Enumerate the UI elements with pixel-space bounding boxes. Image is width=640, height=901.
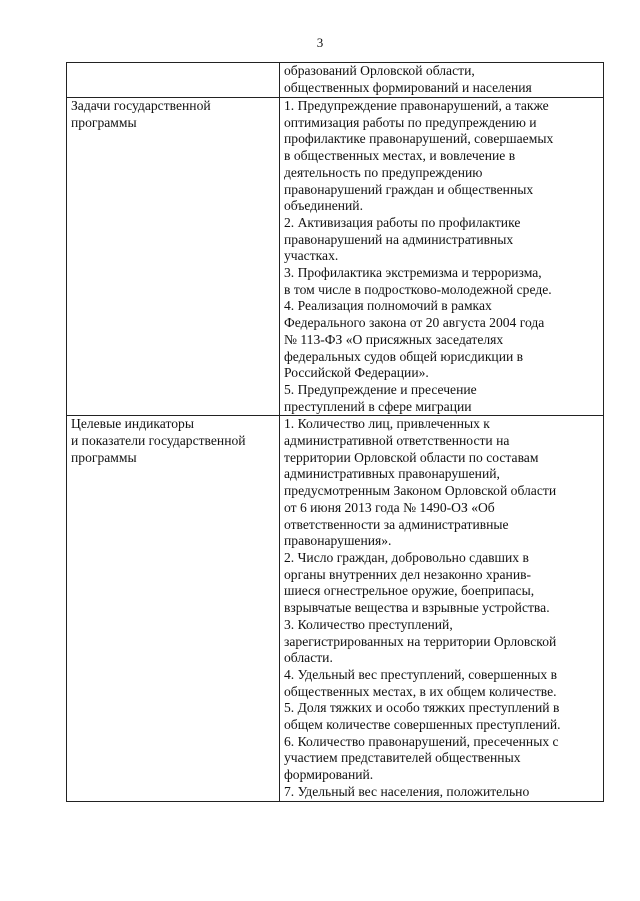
row-label-line: программы [71,449,137,465]
text-line: органы внутренних дел незаконно хранив- [284,566,532,582]
text-line: зарегистрированных на территории Орловской [284,633,557,649]
text-line: участках. [284,248,339,264]
text-line: правонарушений граждан и общественных [284,181,534,197]
text-line: правонарушения». [284,533,392,549]
row-label-line: программы [71,114,137,130]
table-row-tasks [67,98,604,416]
text-line: оптимизация работы по предупреждению и [284,114,537,130]
text-line: 5. Предупреждение и пресечение [284,381,477,397]
text-line: 7. Удельный вес населения, положительно [284,783,530,799]
text-line: 2. Число граждан, добровольно сдавших в [284,549,529,565]
text-line: административных правонарушений, [284,466,500,482]
row-label-line: и показатели государственной [71,433,246,449]
text-line: 6. Количество правонарушений, пресеченных с [284,733,559,749]
text-line: взрывчатые вещества и взрывные устройства. [284,600,550,616]
text-line: 2. Активизация работы по профилактике [284,214,521,230]
text-line: предусмотренным Законом Орловской области [284,483,557,499]
text-line: ответственности за административные [284,516,509,532]
row-label-cell [67,63,280,98]
row-label-cell [67,98,280,416]
text-line: 1. Предупреждение правонарушений, а также [284,98,549,113]
page-number: 3 [316,35,324,50]
text-line: в том числе в подростково-молодежной среде. [284,281,552,297]
text-line: деятельность по предупреждению [284,164,483,180]
row-label-cell [67,416,280,801]
table-row-indicators [67,416,604,801]
text-line: от 6 июня 2013 года № 1490-ОЗ «Об [284,499,495,515]
text-line: области. [284,650,333,666]
text-line: 4. Удельный вес преступлений, совершенных в [284,666,558,682]
text-line: 3. Количество преступлений, [284,616,453,632]
text-line: формирований. [284,767,374,783]
text-line: в общественных местах, и вовлечение в [284,148,516,164]
text-line: 3. Профилактика экстремизма и терроризма, [284,265,542,281]
row-label-line: Целевые индикаторы [71,416,194,432]
text-line: правонарушений на административных [284,231,514,247]
text-line: федеральных судов общей юрисдикции в [284,348,524,364]
text-line: 4. Реализация полномочий в рамках [284,298,492,314]
text-line: общественных местах, в их общем количестве. [284,683,557,699]
table-row-continuation [67,63,604,98]
text-line: образований Орловской области, [284,63,475,78]
text-line: территории Орловской области по составам [284,449,539,465]
text-line: № 113-ФЗ «О присяжных заседателях [284,331,504,347]
text-line: профилактике правонарушений, совершаемых [284,131,554,147]
text-line: административной ответственности на [284,433,510,449]
row-content-cell [280,63,604,98]
text-line: Федерального закона от 20 августа 2004 года [284,315,545,331]
row-content-cell [280,98,604,416]
text-line: 5. Доля тяжких и особо тяжких преступлений в [284,700,560,716]
text-line: преступлений в сфере миграции [284,398,472,414]
text-line: общем количестве совершенных преступлений. [284,717,561,733]
text-line: шиеся огнестрельное оружие, боеприпасы, [284,583,535,599]
text-line: 1. Количество лиц, привлеченных к [284,416,490,432]
text-line: объединений. [284,198,363,214]
text-line: общественных формирований и населения [284,79,532,95]
text-line: участием представителей общественных [284,750,521,766]
row-content-cell [280,416,604,801]
row-label-line: Задачи государственной [71,98,211,113]
program-passport-table [66,62,604,802]
text-line: Российской Федерации». [284,365,429,381]
